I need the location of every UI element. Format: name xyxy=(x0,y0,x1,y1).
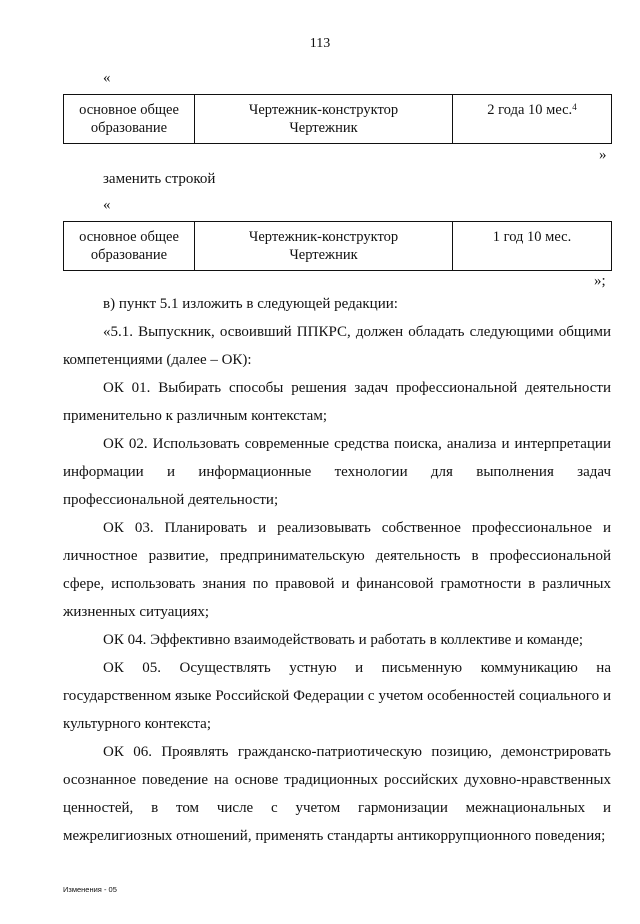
paragraph-item-v: в) пункт 5.1 изложить в следующей редакции: xyxy=(103,296,398,312)
paragraph-ok05: ОК 05. Осуществлять устную и письменную коммуникацию на государственном языке Российской Федерации с учетом особенностей социального и культурного контекста; xyxy=(63,660,611,732)
close-quote-2: »; xyxy=(594,273,606,289)
old-row-profession-1: Чертежник-конструктор xyxy=(248,102,399,118)
old-row-term-value: 2 года 10 мес. xyxy=(487,102,573,118)
paragraph-ok06: ОК 06. Проявлять гражданско-патриотическую позицию, демонстрировать осознанное поведение на основе традиционных российских духовно-нравственных ценностей, в том числе с учетом гармонизации межнациональных и межрелигиозных отношений, применять стандарты антикоррупционного поведения; xyxy=(63,744,611,844)
paragraph-ok04: ОК 04. Эффективно взаимодействовать и работать в коллективе и команде; xyxy=(103,632,584,648)
open-quote-1: « xyxy=(103,70,111,86)
table-row xyxy=(64,222,612,271)
paragraph-ok01: ОК 01. Выбирать способы решения задач профессиональной деятельности применительно к различным контекстам; xyxy=(63,380,611,424)
old-row-profession xyxy=(195,95,453,144)
new-row-profession xyxy=(195,222,453,271)
old-row-profession-2: Чертежник xyxy=(289,120,358,136)
page-number: 113 xyxy=(309,36,331,51)
open-quote-2: « xyxy=(103,197,111,213)
paragraph-5-1: «5.1. Выпускник, освоивший ППКРС, должен обладать следующими общими компетенциями (далее – ОК): xyxy=(63,324,611,368)
new-row-term: 1 год 10 мес. xyxy=(453,222,612,271)
old-row-table xyxy=(63,94,612,144)
body-text xyxy=(63,290,611,850)
new-row-profession-1: Чертежник-конструктор xyxy=(248,229,399,245)
footnote-ref: 4 xyxy=(572,102,577,112)
paragraph-ok02: ОК 02. Использовать современные средства поиска, анализа и интерпретации информации и информационные технологии для выполнения задач профессиональной деятельности; xyxy=(63,436,611,508)
old-row-term xyxy=(453,95,612,144)
close-quote-1: » xyxy=(599,147,607,163)
paragraph-ok03: ОК 03. Планировать и реализовывать собственное профессиональное и личностное развитие, предпринимательскую деятельность в профессиональной сфере, использовать знания по правовой и финансовой грамотности в различных жизненных ситуациях; xyxy=(63,520,611,620)
new-row-profession-2: Чертежник xyxy=(289,247,358,263)
new-row-education: основное общее образование xyxy=(64,222,195,271)
table-row xyxy=(64,95,612,144)
old-row-education: основное общее образование xyxy=(64,95,195,144)
replace-instruction: заменить строкой xyxy=(103,171,216,187)
footer-note: Изменения - 05 xyxy=(63,885,117,894)
new-row-table xyxy=(63,221,612,271)
